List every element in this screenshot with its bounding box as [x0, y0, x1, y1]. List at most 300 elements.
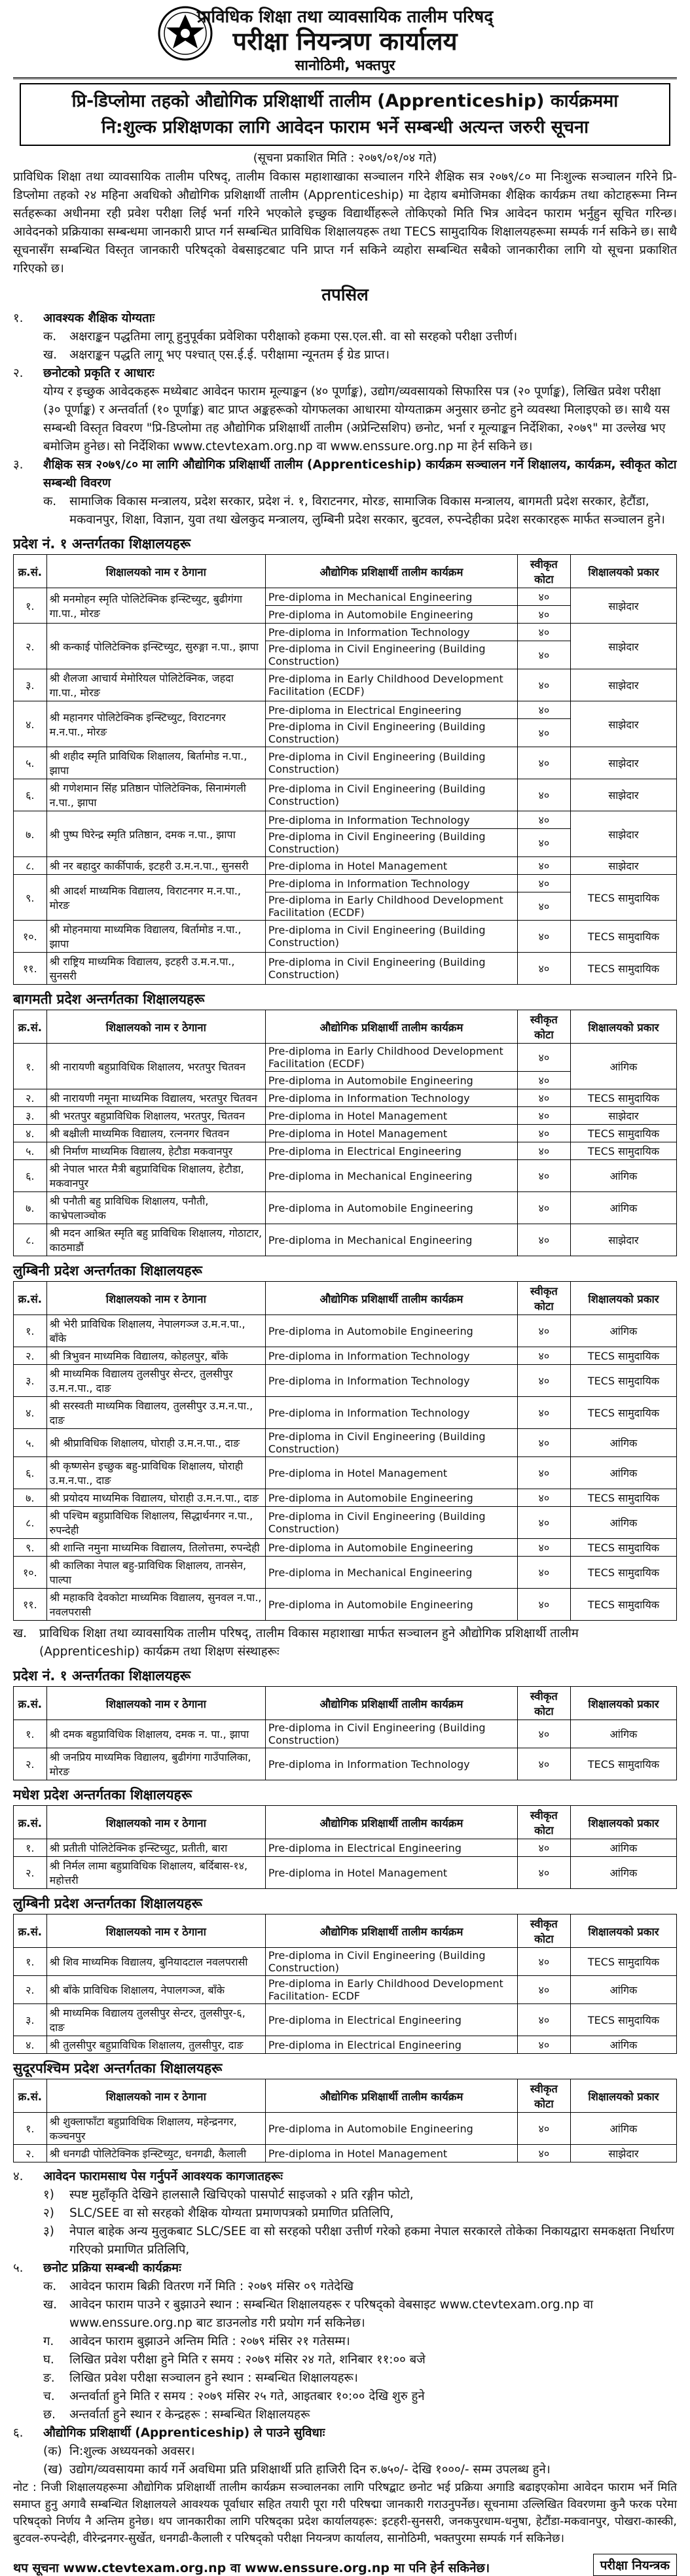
school-type-cell: TECS सामुदायिक — [570, 1589, 676, 1621]
section5-table — [13, 1805, 677, 1889]
quota-cell: ४० — [517, 1107, 570, 1125]
column-header-type: शिक्षालयको प्रकार — [570, 1914, 676, 1948]
quota-cell: ४० — [517, 779, 570, 811]
column-header-program: औद्योगिक प्रशिक्षार्थी तालीम कार्यक्रम — [265, 1914, 517, 1948]
column-header-program: औद्योगिक प्रशिक्षार्थी तालीम कार्यक्रम — [265, 2079, 517, 2113]
section1-heading: प्रदेश नं. १ अन्तर्गतका शिक्षालयहरू — [13, 536, 191, 552]
school-cell: श्री मदन आश्रित स्मृति बहु प्राविधिक शिक्षालय, गोठाटार, काठमाडौं — [46, 1224, 265, 1256]
column-header-quota: स्वीकृत कोटा — [517, 555, 570, 588]
table-row — [14, 1748, 677, 1780]
school-type-cell: आंगिक — [570, 1857, 676, 1889]
column-header-program: औद्योगिक प्रशिक्षार्थी तालीम कार्यक्रम — [265, 1010, 517, 1044]
list-item — [13, 2296, 677, 2333]
program-cell: Pre-diploma in Information Technology — [265, 1748, 517, 1780]
column-header-school: शिक्षालयको नाम र ठेगाना — [46, 1914, 265, 1948]
program-cell: Pre-diploma in Hotel Management — [265, 1857, 517, 1889]
list-item-text: नेपाल बाहेक अन्य मुलुकबाट SLC/SEE वा सो सरहको परीक्षा उत्तीर्ण गरेको हकमा नेपाल सरकारले तोकेका निकायद्वारा समकक्षता निर्धारण गरिएको प्रमाणित प्रतिलिपि, — [69, 2225, 674, 2257]
table-row — [14, 811, 677, 829]
section5-heading: मधेश प्रदेश अन्तर्गतका शिक्षालयहरू — [13, 1787, 192, 1803]
page-footer — [13, 2554, 677, 2576]
school-type-cell: आंगिक — [570, 1976, 676, 2004]
requirement-1-b — [13, 346, 677, 364]
school-type-cell: आंगिक — [570, 2036, 676, 2054]
table-row — [14, 921, 677, 953]
intro-paragraph: प्राविधिक शिक्षा तथा व्यावसायिक तालीम परिषद्, तालीम विकास महाशाखाका सञ्चालन गरिने शैक्षिक सत्र २०७९/८० मा निःशुल्क सञ्चालन गरिने प्रि-डिप्लोमा तहको २४ महिना अवधिको औद्योगिक प्रशिक्षार्थी तालीम (Apprenticeship) मा देहाय बमोजिमका शैक्षिक कार्यक्रम तथा कोटाहरूमा निम्न सर्तहरूका अधीनमा रही प्रवेश परीक्षा लिई भर्ना गरिने भएकोले इच्छुक विद्यार्थीहरूले तोकिएको मिति भित्र आवेदन फाराम भर्नुहुन सूचित गरिन्छ। आवेदनको प्रक्रियाका सम्बन्धमा जानकारी प्राप्त गर्न सम्बन्धित प्राविधिक शिक्षालयहरू तथा TECS सामुदायिक शिक्षालयहरूमा सम्पर्क गर्न सकिने छ। साथै सूचनासँग सम्बन्धित विस्तृत जानकारी परिषद्को वेबसाइटबाट पनि प्राप्त गर्न सकिने व्यहोरा सम्बन्धित सबैको जानकारीका लागि यो सूचना प्रकाशित गरिएको छ। — [13, 170, 677, 275]
serial-number-cell: ३. — [14, 2004, 47, 2036]
quota-cell: ४० — [517, 1072, 570, 1089]
publication-date: (सूचना प्रकाशित मिति : २०७९/०१/०४ गते) — [253, 151, 437, 165]
quota-cell: ४० — [517, 829, 570, 857]
table-row — [14, 2004, 677, 2036]
table-row — [14, 953, 677, 985]
school-type-cell: साझेदार — [570, 857, 676, 875]
table-row — [14, 1489, 677, 1507]
school-cell: श्री त्रिभुवन माध्यमिक विद्यालय, कोहलपुर, बाँके — [46, 1347, 265, 1365]
program-cell: Pre-diploma in Early Childhood Development Facilitation (ECDF) — [265, 1044, 517, 1072]
serial-number-cell: २. — [14, 1748, 47, 1780]
school-cell: श्री कृष्णसेन इच्छुक बहु-प्राविधिक शिक्षालय, घोराही उ.म.न.पा., दाङ — [46, 1457, 265, 1489]
quota-cell: ४० — [517, 1192, 570, 1224]
item-title: छनोट प्रक्रिया सम्बन्धी कार्यक्रमः — [43, 2261, 181, 2275]
quota-cell: ४० — [517, 1507, 570, 1539]
column-header-school: शिक्षालयको नाम र ठेगाना — [46, 1010, 265, 1044]
list-item-text: आवेदन फाराम बुझाउने अन्तिम मिति : २०७९ मंसिर २१ गतेसम्म। — [69, 2335, 350, 2348]
list-item-number: क. — [43, 2280, 57, 2293]
requirement-3 — [13, 456, 677, 493]
list-item — [13, 2461, 677, 2479]
school-cell: श्री दमक बहुप्राविधिक शिक्षालय, दमक न. पा., झापा — [46, 1720, 265, 1748]
column-header-school: शिक्षालयको नाम र ठेगाना — [46, 2079, 265, 2113]
serial-number-cell: ७. — [14, 1192, 47, 1224]
program-cell: Pre-diploma in Automobile Engineering — [265, 1315, 517, 1347]
table-header-row — [14, 1010, 677, 1044]
serial-number-cell: १. — [14, 2113, 47, 2145]
quota-cell: ४० — [517, 1720, 570, 1748]
column-header-program: औद्योगिक प्रशिक्षार्थी तालीम कार्यक्रम — [265, 1282, 517, 1315]
column-header-quota: स्वीकृत कोटा — [517, 2079, 570, 2113]
column-header-sn: क्र.सं. — [14, 2079, 47, 2113]
program-cell: Pre-diploma in Mechanical Engineering — [265, 1160, 517, 1192]
program-cell: Pre-diploma in Early Childhood Development Facilitation- ECDF — [265, 1976, 517, 2004]
item-title: औद्योगिक प्रशिक्षार्थी (Apprenticeship) ले पाउने सुविधाः — [43, 2426, 325, 2440]
school-cell: श्री माध्यमिक विद्यालय तुलसीपुर सेन्टर, तुलसीपुर उ.म.न.पा., दाङ — [46, 1365, 265, 1397]
column-header-sn: क्र.सं. — [14, 1914, 47, 1948]
program-cell: Pre-diploma in Civil Engineering (Building Construction) — [265, 921, 517, 953]
school-cell: श्री शिव माध्यमिक विद्यालय, बुनियादटाल नवलपरासी — [46, 1948, 265, 1976]
school-cell: श्री शैलजा आचार्य मेमोरियल पोलिटेक्निक, जहदा गा.पा., मोरङ — [46, 669, 265, 701]
school-cell: श्री मनमोहन स्मृति पोलिटेक्निक इन्स्टिच्युट, बुढीगंगा गा.पा., मोरङ — [46, 588, 265, 624]
program-cell: Pre-diploma in Civil Engineering (Building Construction) — [265, 1507, 517, 1539]
item-number: ५. — [13, 2261, 24, 2275]
item-title: आवश्यक शैक्षिक योग्यताः — [43, 311, 155, 325]
section4-table — [13, 1686, 677, 1780]
program-cell: Pre-diploma in Hotel Management — [265, 2145, 517, 2162]
table-header-row — [14, 1806, 677, 1839]
quota-cell: ४० — [517, 1539, 570, 1557]
program-cell: Pre-diploma in Automobile Engineering — [265, 2113, 517, 2145]
quota-cell: ४० — [517, 641, 570, 669]
school-type-cell: साझेदार — [570, 701, 676, 747]
school-cell: श्री शहीद स्मृति प्राविधिक शिक्षालय, बिर्तामोड न.पा., झापा — [46, 747, 265, 779]
program-cell: Pre-diploma in Hotel Management — [265, 857, 517, 875]
program-cell: Pre-diploma in Civil Engineering (Building Construction) — [265, 1948, 517, 1976]
org-address: सानोठिमी, भक्तपुर — [295, 58, 395, 74]
org-name-line1: प्राविधिक शिक्षा तथा व्यावसायिक तालीम परिषद् — [196, 7, 494, 27]
program-cell: Pre-diploma in Automobile Engineering — [265, 1489, 517, 1507]
section3-table — [13, 1281, 677, 1621]
column-header-sn: क्र.सं. — [14, 1687, 47, 1720]
program-cell: Pre-diploma in Mechanical Engineering — [265, 1557, 517, 1589]
list-item — [13, 2186, 677, 2204]
list-item — [13, 2351, 677, 2369]
serial-number-cell: ५. — [14, 1142, 47, 1160]
serial-number-cell: २. — [14, 2145, 47, 2162]
quota-cell: ४० — [517, 1748, 570, 1780]
school-type-cell: TECS सामुदायिक — [570, 1748, 676, 1780]
serial-number-cell: २. — [14, 1347, 47, 1365]
requirement-4-list — [13, 2186, 677, 2259]
serial-number-cell: ५. — [14, 747, 47, 779]
school-cell: श्री बक्ष्रीली माध्यमिक विद्यालय, रत्ननगर चितवन — [46, 1125, 265, 1142]
list-item-text: आवेदन फाराम पाउने र बुझाउने स्थान : सम्बन्धित शिक्षालयहरू र परिषद्को वेबसाइट www.ctevtexam.org.np वा www.enssure.org.np बाट डाउनलोड गरी प्रयोग गर्न सकिनेछ। — [69, 2298, 594, 2330]
table-row — [14, 747, 677, 779]
requirement-2 — [13, 364, 677, 383]
list-item-text: अन्तर्वार्ता हुने स्थान र केन्द्रहरू : सम्बन्धित शिक्षालयहरू — [69, 2408, 310, 2422]
column-header-quota: स्वीकृत कोटा — [517, 1687, 570, 1720]
table-row — [14, 1315, 677, 1347]
school-type-cell: TECS सामुदायिक — [570, 921, 676, 953]
table-row — [14, 669, 677, 701]
column-header-quota: स्वीकृत कोटा — [517, 1806, 570, 1839]
quota-cell: ४० — [517, 624, 570, 641]
school-cell: श्री श्रीप्राविधिक शिक्षालय, घोराही उ.म.न.पा., दाङ — [46, 1429, 265, 1457]
school-cell: श्री माध्यमिक विद्यालय तुलसीपुर सेन्टर, तुलसीपुर-६, दाङ — [46, 2004, 265, 2036]
program-cell: Pre-diploma in Mechanical Engineering — [265, 1224, 517, 1256]
list-item-text: लिखित प्रवेश परीक्षा हुने मिति र समय : २०७९ मंसिर २४ गते, शनिबार ११:०० बजे — [69, 2353, 426, 2367]
table-row — [14, 1107, 677, 1125]
column-header-type: शिक्षालयको प्रकार — [570, 1687, 676, 1720]
serial-number-cell: १०. — [14, 921, 47, 953]
table-header-row — [14, 1914, 677, 1948]
serial-number-cell: ८. — [14, 857, 47, 875]
table-row — [14, 2036, 677, 2054]
list-item-number: (ख) — [43, 2463, 63, 2477]
requirement-2-text — [13, 383, 677, 456]
requirement-1-a — [13, 328, 677, 346]
list-item-number: १) — [43, 2188, 54, 2202]
table-row — [14, 1192, 677, 1224]
list-item-text: आवेदन फाराम बिक्री वितरण गर्ने मिति : २०७९ मंसिर ०९ गतेदेखि — [69, 2280, 354, 2293]
program-cell: Pre-diploma in Civil Engineering (Building Construction) — [265, 1720, 517, 1748]
school-cell: श्री आदर्श माध्यमिक विद्यालय, विराटनगर म.न.पा., मोरङ — [46, 875, 265, 921]
school-type-cell: TECS सामुदायिक — [570, 1142, 676, 1160]
school-type-cell: TECS सामुदायिक — [570, 1397, 676, 1429]
list-item-text: लिखित प्रवेश परीक्षा सञ्चालन हुने स्थान : सम्बन्धित शिक्षालयहरू। — [69, 2371, 358, 2385]
details-heading: तपसिल — [321, 285, 369, 305]
table-row — [14, 857, 677, 875]
column-header-type: शिक्षालयको प्रकार — [570, 1806, 676, 1839]
school-type-cell: TECS सामुदायिक — [570, 1347, 676, 1365]
quota-cell: ४० — [517, 1125, 570, 1142]
section2-heading: बागमती प्रदेश अन्तर्गतका शिक्षालयहरू — [13, 991, 205, 1007]
table-row — [14, 1224, 677, 1256]
table-row — [14, 1857, 677, 1889]
program-cell: Pre-diploma in Information Technology — [265, 1347, 517, 1365]
school-type-cell: साझेदार — [570, 747, 676, 779]
quota-cell: ४० — [517, 1142, 570, 1160]
school-cell: श्री भेरी प्राविधिक शिक्षालय, नेपालगञ्ज उ.म.न.पा., बाँके — [46, 1315, 265, 1347]
list-item-text: स्पष्ट मुहाँकृति देखिने हालसालै खिचिएको पासपोर्ट साइजको २ प्रति रङ्गीन फोटो, — [69, 2188, 414, 2202]
school-cell: श्री महाकवि देवकोटा माध्यमिक विद्यालय, सुनवल न.पा., नवलपरासी — [46, 1589, 265, 1621]
item-number: १. — [13, 311, 24, 325]
table-header-row — [14, 1687, 677, 1720]
sub-number: क. — [43, 495, 57, 508]
quota-cell: ४० — [517, 1557, 570, 1589]
school-cell: श्री पश्चिम बहुप्राविधिक शिक्षालय, सिद्धार्थनगर न.पा., रुपन्देही — [46, 1507, 265, 1539]
quota-cell: ४० — [517, 953, 570, 985]
item-number: २. — [13, 366, 24, 380]
program-cell: Pre-diploma in Automobile Engineering — [265, 606, 517, 624]
note-paragraph: नोट : निजी शिक्षालयहरूमा औद्योगिक प्रशिक्षार्थी तालीम कार्यक्रम सञ्चालनका लागि परिषद्बाट छनोट भई प्रक्रिया अगाडि बढाइएकोमा आवेदन फाराम भर्ने मिति समाप्त हुनु अगावै सम्बन्धित शिक्षालयले आवश्यक पूर्वाधार सहित तयारी पूरा गरी परिषद्मा जानकारी गराउनुपर्नेछ। सूचनामा उल्लिखित विवरणमा कुनै फरक परेमा परिषद्को निर्णय नै अन्तिम हुनेछ। थप जानकारीका लागि परिषद्का प्रदेश कार्यालयहरू: इटहरी-सुनसरी, जनकपुरधाम-धनुषा, हेटौंडा-मकवानपुर, पोखरा-कास्की, बुटवल-रुपन्देही, वीरेन्द्रनगर-सुर्खेत, धनगढी-कैलाली र परिषद्को परीक्षा नियन्त्रण कार्यालय, सानोठिमी, भक्तपुरमा सम्पर्क गर्न सकिनेछ। — [13, 2481, 677, 2545]
serial-number-cell: २. — [14, 1857, 47, 1889]
school-type-cell: आंगिक — [570, 1192, 676, 1224]
table-row — [14, 624, 677, 641]
serial-number-cell: ८. — [14, 1507, 47, 1539]
school-type-cell: TECS सामुदायिक — [570, 875, 676, 921]
program-cell: Pre-diploma in Electrical Engineering — [265, 2004, 517, 2036]
table-header-row — [14, 555, 677, 588]
quota-cell: ४० — [517, 669, 570, 701]
school-type-cell: TECS सामुदायिक — [570, 1365, 676, 1397]
school-cell: श्री राष्ट्रिय माध्यमिक विद्यालय, इटहरी उ.म.न.पा., सुनसरी — [46, 953, 265, 985]
program-cell: Pre-diploma in Civil Engineering (Building Construction) — [265, 953, 517, 985]
school-type-cell: साझेदार — [570, 1107, 676, 1125]
program-cell: Pre-diploma in Automobile Engineering — [265, 1589, 517, 1621]
school-type-cell: साझेदार — [570, 1224, 676, 1256]
list-item-number: (क) — [43, 2444, 62, 2458]
table-row — [14, 779, 677, 811]
serial-number-cell: ७. — [14, 811, 47, 857]
column-header-school: शिक्षालयको नाम र ठेगाना — [46, 555, 265, 588]
item-number: ४. — [13, 2170, 24, 2183]
program-cell: Pre-diploma in Mechanical Engineering — [265, 588, 517, 606]
table-row — [14, 1557, 677, 1589]
serial-number-cell: ७. — [14, 1489, 47, 1507]
program-cell: Pre-diploma in Electrical Engineering — [265, 701, 517, 719]
section2-table — [13, 1010, 677, 1256]
serial-number-cell: १. — [14, 1044, 47, 1089]
table-row — [14, 2145, 677, 2162]
school-type-cell: आंगिक — [570, 1160, 676, 1192]
quota-cell: ४० — [517, 857, 570, 875]
table-row — [14, 1457, 677, 1489]
program-cell: Pre-diploma in Civil Engineering (Building Construction) — [265, 747, 517, 779]
list-item — [13, 2223, 677, 2259]
column-header-school: शिक्षालयको नाम र ठेगाना — [46, 1282, 265, 1315]
serial-number-cell: ३. — [14, 1365, 47, 1397]
table-row — [14, 1397, 677, 1429]
program-cell: Pre-diploma in Information Technology — [265, 1089, 517, 1107]
section6-table — [13, 1914, 677, 2054]
serial-number-cell: ४. — [14, 1397, 47, 1429]
column-header-type: शिक्षालयको प्रकार — [570, 1282, 676, 1315]
school-type-cell: आंगिक — [570, 1839, 676, 1857]
list-item — [13, 2204, 677, 2223]
program-cell: Pre-diploma in Information Technology — [265, 624, 517, 641]
sub-text: अक्षराङ्कन पद्धति लागू भए पश्चात् एस.ई.ई. परीक्षामा न्यूनतम ई ग्रेड प्राप्त। — [69, 348, 390, 362]
quota-cell: ४० — [517, 1315, 570, 1347]
column-header-quota: स्वीकृत कोटा — [517, 1010, 570, 1044]
list-item-number: छ. — [43, 2408, 56, 2422]
quota-cell: ४० — [517, 921, 570, 953]
quota-cell: ४० — [517, 1457, 570, 1489]
table-header-row — [14, 2079, 677, 2113]
quota-cell: ४० — [517, 701, 570, 719]
section7-heading: सुदूरपश्चिम प्रदेश अन्तर्गतका शिक्षालयहरू — [13, 2060, 223, 2076]
serial-number-cell: ११. — [14, 953, 47, 985]
column-header-quota: स्वीकृत कोटा — [517, 1282, 570, 1315]
school-type-cell: साझेदार — [570, 624, 676, 669]
program-cell: Pre-diploma in Electrical Engineering — [265, 2036, 517, 2054]
quota-cell: ४० — [517, 892, 570, 921]
school-cell: श्री धनगढी पोलिटेक्निक इन्स्टिच्युट, धनगढी, कैलाली — [46, 2145, 265, 2162]
quota-cell: ४० — [517, 1948, 570, 1976]
program-cell: Pre-diploma in Information Technology — [265, 1365, 517, 1397]
serial-number-cell: १. — [14, 588, 47, 624]
section7-table — [13, 2079, 677, 2162]
serial-number-cell: १०. — [14, 1557, 47, 1589]
column-header-program: औद्योगिक प्रशिक्षार्थी तालीम कार्यक्रम — [265, 555, 517, 588]
table-row — [14, 1429, 677, 1457]
school-cell: श्री पनौती बहु प्राविधिक शिक्षालय, पनौती, काभ्रेपलाञ्चोक — [46, 1192, 265, 1224]
program-cell: Pre-diploma in Electrical Engineering — [265, 1839, 517, 1857]
table-row — [14, 1089, 677, 1107]
column-header-type: शिक्षालयको प्रकार — [570, 2079, 676, 2113]
list-item-number: ख. — [43, 2298, 58, 2312]
school-type-cell: आंगिक — [570, 2113, 676, 2145]
quota-cell: ४० — [517, 1044, 570, 1072]
program-cell: Pre-diploma in Civil Engineering (Building Construction) — [265, 641, 517, 669]
section1-table — [13, 554, 677, 985]
program-cell: Pre-diploma in Automobile Engineering — [265, 1072, 517, 1089]
school-cell: श्री तुलसीपुर बहुप्राविधिक शिक्षालय, तुलसीपुर, दाङ — [46, 2036, 265, 2054]
school-type-cell: आंगिक — [570, 1720, 676, 1748]
item-title: छनोटको प्रकृति र आधारः — [43, 366, 154, 380]
list-item-text: अन्तर्वार्ता हुने मिति र समय : २०७९ मंसिर २५ गते, आइतबार १०:०० देखि शुरु हुने — [69, 2390, 425, 2403]
requirement-3-a — [13, 493, 677, 529]
list-item-text: उद्योग/व्यवसायमा कार्य गर्ने अवधिमा प्रति प्रशिक्षार्थी प्रति हाजिरी दिन रु.७५०/- देखि १०००/- सम्म उपलब्ध हुने। — [69, 2463, 551, 2477]
quota-cell: ४० — [517, 2036, 570, 2054]
school-cell: श्री निर्माण माध्यमिक विद्यालय, हेटौडा मकवानपुर — [46, 1142, 265, 1160]
program-cell: Pre-diploma in Information Technology — [265, 1397, 517, 1429]
notice-title-box — [20, 83, 670, 146]
serial-number-cell: ९. — [14, 875, 47, 921]
column-header-type: शिक्षालयको प्रकार — [570, 555, 676, 588]
quota-cell: ४० — [517, 1365, 570, 1397]
item-title: शैक्षिक सत्र २०७९/८० मा लागि औद्योगिक प्रशिक्षार्थी तालीम (Apprenticeship) कार्यक्रम सञ्चालन गर्ने शिक्षालय, कार्यक्रम, स्वीकृत कोटा सम्बन्धी विवरण — [43, 458, 677, 490]
school-cell: श्री निर्मल लामा बहुप्राविधिक शिक्षालय, बर्दिबास-१४, महोत्तरी — [46, 1857, 265, 1889]
serial-number-cell: ५. — [14, 1429, 47, 1457]
column-header-program: औद्योगिक प्रशिक्षार्थी तालीम कार्यक्रम — [265, 1806, 517, 1839]
program-cell: Pre-diploma in Civil Engineering (Building Construction) — [265, 779, 517, 811]
list-item — [13, 2443, 677, 2461]
requirement-5 — [13, 2259, 677, 2278]
school-type-cell: TECS सामुदायिक — [570, 1539, 676, 1557]
school-cell: श्री प्रतीती पोलिटेक्निक इन्स्टिच्युट, प्रतीती, बारा — [46, 1839, 265, 1857]
school-type-cell: TECS सामुदायिक — [570, 1948, 676, 1976]
requirement-4 — [13, 2168, 677, 2186]
serial-number-cell: २. — [14, 1976, 47, 2004]
serial-number-cell: २. — [14, 1089, 47, 1107]
serial-number-cell: ४. — [14, 1125, 47, 1142]
quota-cell: ४० — [517, 1347, 570, 1365]
column-header-sn: क्र.सं. — [14, 1282, 47, 1315]
table-row — [14, 1142, 677, 1160]
quota-cell: ४० — [517, 875, 570, 892]
program-cell: Pre-diploma in Information Technology — [265, 811, 517, 829]
serial-number-cell: ९. — [14, 1539, 47, 1557]
requirement-5-list — [13, 2278, 677, 2424]
list-item-number: ३) — [43, 2225, 54, 2238]
quota-cell: ४० — [517, 747, 570, 779]
item-title: आवेदन फारामसाथ पेस गर्नुपर्ने आवश्यक कागजातहरूः — [43, 2170, 283, 2183]
serial-number-cell: ११. — [14, 1589, 47, 1621]
school-type-cell: TECS सामुदायिक — [570, 1089, 676, 1107]
school-cell: श्री महानगर पोलिटेक्निक इन्स्टिच्युट, विराटनगर म.न.पा., मोरङ — [46, 701, 265, 747]
school-type-cell: आंगिक — [570, 1044, 676, 1089]
table-row — [14, 875, 677, 892]
program-cell: Pre-diploma in Civil Engineering (Building Construction) — [265, 1429, 517, 1457]
sub-number: क. — [43, 330, 57, 344]
org-name-line2: परीक्षा नियन्त्रण कार्यालय — [232, 27, 458, 56]
requirement-6 — [13, 2424, 677, 2443]
table-row — [14, 588, 677, 606]
table-row — [14, 1839, 677, 1857]
column-header-sn: क्र.सं. — [14, 1806, 47, 1839]
school-cell: श्री कालिका नेपाल बहु-प्राविधिक शिक्षालय, तानसेन, पाल्पा — [46, 1557, 265, 1589]
sub-text: अक्षराङ्कन पद्धतिमा लागू हुनुपूर्वका प्रवेशिका परीक्षाको हकमा एस.एल.सी. वा सो सरहको परीक्षा उत्तीर्ण। — [69, 330, 518, 344]
item-number: ६. — [13, 2426, 24, 2440]
section6-heading: लुम्बिनी प्रदेश अन्तर्गतका शिक्षालयहरू — [13, 1896, 202, 1911]
serial-number-cell: ६. — [14, 779, 47, 811]
school-cell: श्री भरतपुर बहुप्राविधिक शिक्षालय, भरतपुर, चितवन — [46, 1107, 265, 1125]
school-cell: श्री नारायणी बहुप्राविधिक शिक्षालय, भरतपुर चितवन — [46, 1044, 265, 1089]
quota-cell: ४० — [517, 2004, 570, 2036]
school-type-cell: साझेदार — [570, 811, 676, 857]
list-item — [13, 2369, 677, 2388]
list-item — [13, 2388, 677, 2406]
list-item-number: ग. — [43, 2335, 54, 2348]
school-type-cell: आंगिक — [570, 1507, 676, 1539]
table-row — [14, 1976, 677, 2004]
website-line: थप सूचना www.ctevtexam.org.np वा www.enssure.org.np मा पनि हेर्न सकिनेछ। — [13, 2561, 490, 2575]
quota-cell: ४० — [517, 719, 570, 747]
quota-cell: ४० — [517, 1224, 570, 1256]
serial-number-cell: ६. — [14, 1457, 47, 1489]
quota-cell: ४० — [517, 1397, 570, 1429]
list-item-number: घ. — [43, 2353, 54, 2367]
requirement-3-b — [13, 1625, 677, 1661]
quota-cell: ४० — [517, 2113, 570, 2145]
school-type-cell: TECS सामुदायिक — [570, 1489, 676, 1507]
requirement-6-list — [13, 2443, 677, 2479]
requirement-1 — [13, 309, 677, 328]
school-cell: श्री गणेशमान सिंह प्रतिष्ठान पोलिटेक्निक, सिनामंगली न.पा., झापा — [46, 779, 265, 811]
signoff: परीक्षा नियन्त्रक — [593, 2554, 677, 2576]
school-cell: श्री कन्काई पोलिटेक्निक इन्स्टिच्युट, सुरुङ्गा न.पा., झापा — [46, 624, 265, 669]
list-item-text: SLC/SEE वा सो सरहको शैक्षिक योग्यता प्रमाणपत्रको प्रमाणित प्रतिलिपि, — [69, 2206, 394, 2220]
serial-number-cell: १. — [14, 1720, 47, 1748]
